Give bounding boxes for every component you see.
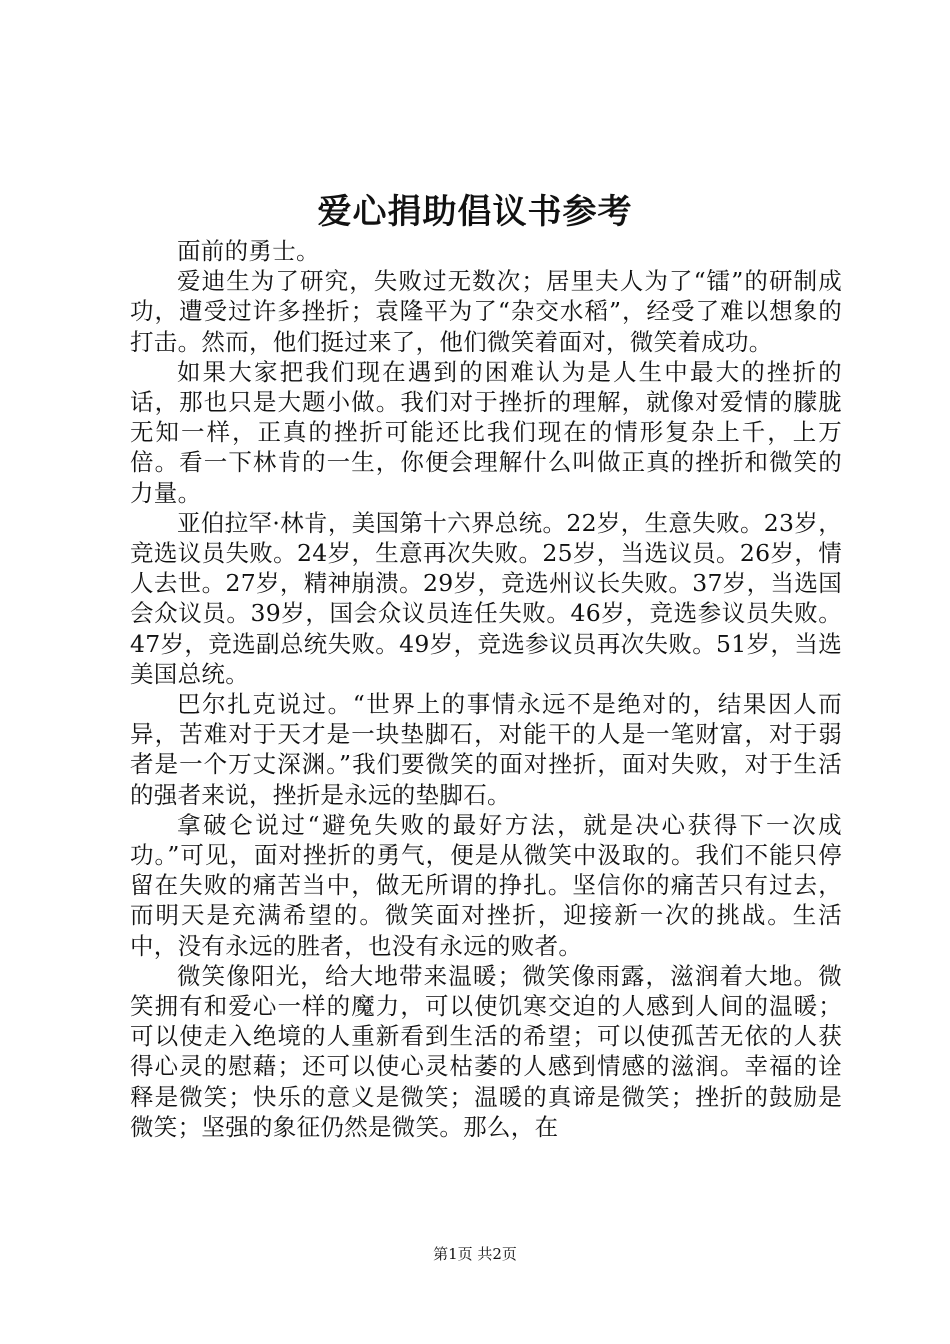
paragraph: 面前的勇士。 xyxy=(177,237,320,265)
document-body xyxy=(130,236,842,1142)
document-title: 爱心捐助倡议书参考 xyxy=(317,192,633,232)
paragraph: 拿破仑说过“避免失败的最好方法，就是决心获得下一次成功。”可见，面对挫折的勇气，便是从微笑中汲取的。我们不能只停留在失败的痛苦当中，做无所谓的挣扎。坚信你的痛苦只有过去，而明天是充满希望的。微笑面对挫折，迎接新一次的挑战。生活中，没有永远的胜者，也没有永远的败者。 xyxy=(130,810,842,960)
paragraph: 巴尔扎克说过。“世界上的事情永远不是绝对的，结果因人而异，苦难对于天才是一块垫脚石，对能干的人是一笔财富，对于弱者是一个万丈深渊。”我们要微笑的面对挫折，面对失败，对于生活的强者来说，挫折是永远的垫脚石。 xyxy=(130,690,842,809)
paragraph: 如果大家把我们现在遇到的困难认为是人生中最大的挫折的话，那也只是大题小做。我们对于挫折的理解，就像对爱情的朦胧无知一样，正真的挫折可能还比我们现在的情形复杂上千，上万倍。看一下林肯的一生，你便会理解什么叫做正真的挫折和微笑的力量。 xyxy=(130,357,842,507)
paragraph: 爱迪生为了研究，失败过无数次；居里夫人为了“镭”的研制成功，遭受过许多挫折；袁隆平为了“杂交水稻”，经受了难以想象的打击。然而，他们挺过来了，他们微笑着面对，微笑着成功。 xyxy=(130,267,842,356)
page-number-footer: 第1页 共2页 xyxy=(433,1245,517,1263)
paragraph: 微笑像阳光，给大地带来温暖；微笑像雨露，滋润着大地。微笑拥有和爱心一样的魔力，可以使饥寒交迫的人感到人间的温暖；可以使走入绝境的人重新看到生活的希望；可以使孤苦无依的人获得心灵的慰藉；还可以使心灵枯萎的人感到情感的滋润。幸福的诠释是微笑；快乐的意义是微笑；温暖的真谛是微笑；挫折的鼓励是微笑；坚强的象征仍然是微笑。那么，在 xyxy=(130,961,842,1141)
paragraph: 亚伯拉罕·林肯，美国第十六界总统。22岁，生意失败。23岁，竞选议员失败。24岁，生意再次失败。25岁，当选议员。26岁，情人去世。27岁，精神崩溃。29岁，竞选州议长失败。37岁，当选国会众议员。39岁，国会众议员连任失败。46岁，竞选参议员失败。47岁，竞选副总统失败。49岁，竞选参议员再次失败。51岁，当选美国总统。 xyxy=(130,508,842,688)
